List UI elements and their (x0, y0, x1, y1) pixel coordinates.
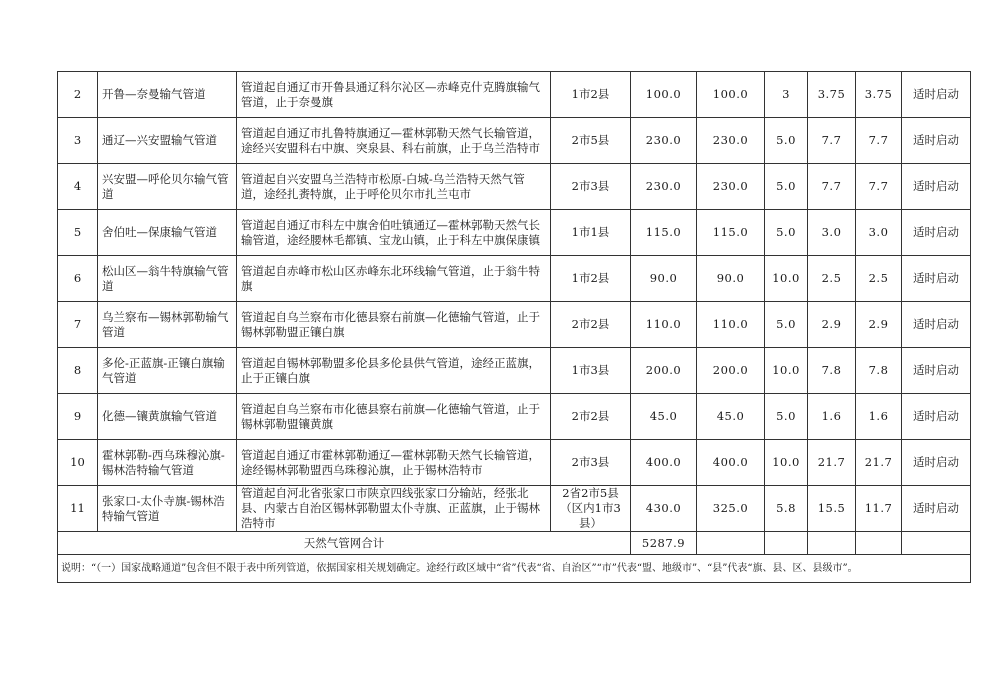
table-row (58, 118, 971, 164)
capacity-value-region: 2.9 (856, 302, 902, 348)
pipeline-route: 管道起自乌兰察布市化德县察右前旗—化德输气管道，止于锡林郭勒盟镶黄旗 (237, 394, 551, 440)
status-text: 适时启动 (902, 394, 971, 440)
status-text: 适时启动 (902, 486, 971, 532)
table-row (58, 394, 971, 440)
row-number: 4 (58, 164, 98, 210)
length-total: 45.0 (631, 394, 697, 440)
capacity-value: 1.6 (808, 394, 856, 440)
table-row (58, 210, 971, 256)
pipeline-name: 兴安盟—呼伦贝尔输气管道 (98, 164, 237, 210)
capacity-value-region: 3.75 (856, 72, 902, 118)
capacity-value-region: 7.8 (856, 348, 902, 394)
capacity-value: 15.5 (808, 486, 856, 532)
pipeline-name: 舍伯吐—保康输气管道 (98, 210, 237, 256)
admin-scope: 1市2县 (551, 256, 631, 302)
length-in-region: 230.0 (697, 118, 765, 164)
design-pressure: 10.0 (765, 256, 808, 302)
table-row (58, 486, 971, 532)
status-text: 适时启动 (902, 302, 971, 348)
capacity-value-region: 11.7 (856, 486, 902, 532)
capacity-value-region: 1.6 (856, 394, 902, 440)
design-pressure: 5.0 (765, 210, 808, 256)
length-in-region: 45.0 (697, 394, 765, 440)
length-total: 115.0 (631, 210, 697, 256)
total-cell-empty (808, 532, 856, 555)
pipeline-name: 张家口-太仆寺旗-锡林浩特输气管道 (98, 486, 237, 532)
pipeline-name: 通辽—兴安盟输气管道 (98, 118, 237, 164)
status-text: 适时启动 (902, 72, 971, 118)
length-total: 430.0 (631, 486, 697, 532)
admin-scope: 2市5县 (551, 118, 631, 164)
row-number: 3 (58, 118, 98, 164)
length-in-region: 230.0 (697, 164, 765, 210)
capacity-value: 7.7 (808, 164, 856, 210)
length-in-region: 325.0 (697, 486, 765, 532)
pipeline-route: 管道起自通辽市科左中旗舍伯吐镇通辽—霍林郭勒天然气长输管道，途经腰林毛都镇、宝龙山镇，止于科左中旗保康镇 (237, 210, 551, 256)
pipeline-table (57, 71, 971, 583)
capacity-value: 3.75 (808, 72, 856, 118)
capacity-value: 2.9 (808, 302, 856, 348)
capacity-value: 7.8 (808, 348, 856, 394)
length-in-region: 115.0 (697, 210, 765, 256)
admin-scope: 2市3县 (551, 164, 631, 210)
row-number: 7 (58, 302, 98, 348)
length-in-region: 100.0 (697, 72, 765, 118)
table-body (58, 72, 971, 532)
admin-scope: 1市2县 (551, 72, 631, 118)
pipeline-route: 管道起自乌兰察布市化德县察右前旗—化德输气管道，止于锡林郭勒盟正镶白旗 (237, 302, 551, 348)
total-row (58, 532, 971, 555)
total-label: 天然气管网合计 (58, 532, 631, 555)
capacity-value: 2.5 (808, 256, 856, 302)
row-number: 5 (58, 210, 98, 256)
row-number: 6 (58, 256, 98, 302)
total-cell-empty (765, 532, 808, 555)
row-number: 9 (58, 394, 98, 440)
pipeline-route: 管道起自通辽市霍林郭勒通辽—霍林郭勒天然气长输管道，途经锡林郭勒盟西乌珠穆沁旗，止于锡林浩特市 (237, 440, 551, 486)
capacity-value-region: 3.0 (856, 210, 902, 256)
admin-scope: 2市3县 (551, 440, 631, 486)
table-row (58, 302, 971, 348)
admin-scope: 2省2市5县（区内1市3县） (551, 486, 631, 532)
row-number: 8 (58, 348, 98, 394)
design-pressure: 3 (765, 72, 808, 118)
design-pressure: 5.0 (765, 302, 808, 348)
pipeline-route: 管道起自赤峰市松山区赤峰东北环线输气管道，止于翁牛特旗 (237, 256, 551, 302)
capacity-value-region: 7.7 (856, 164, 902, 210)
capacity-value: 3.0 (808, 210, 856, 256)
pipeline-route: 管道起自河北省张家口市陕京四线张家口分输站，经张北县、内蒙古自治区锡林郭勒盟太仆寺旗、正蓝旗，止于锡林浩特市 (237, 486, 551, 532)
pipeline-route: 管道起自兴安盟乌兰浩特市松原-白城-乌兰浩特天然气管道，途经扎赉特旗，止于呼伦贝尔市扎兰屯市 (237, 164, 551, 210)
capacity-value-region: 2.5 (856, 256, 902, 302)
length-total: 110.0 (631, 302, 697, 348)
admin-scope: 2市2县 (551, 394, 631, 440)
capacity-value: 21.7 (808, 440, 856, 486)
length-in-region: 400.0 (697, 440, 765, 486)
length-total: 200.0 (631, 348, 697, 394)
length-total: 90.0 (631, 256, 697, 302)
status-text: 适时启动 (902, 118, 971, 164)
design-pressure: 5.0 (765, 164, 808, 210)
total-value: 5287.9 (631, 532, 697, 555)
design-pressure: 5.0 (765, 118, 808, 164)
capacity-value: 7.7 (808, 118, 856, 164)
capacity-value-region: 7.7 (856, 118, 902, 164)
length-in-region: 200.0 (697, 348, 765, 394)
length-in-region: 90.0 (697, 256, 765, 302)
pipeline-name: 乌兰察布—锡林郭勒输气管道 (98, 302, 237, 348)
length-total: 400.0 (631, 440, 697, 486)
pipeline-route: 管道起自通辽市扎鲁特旗通辽—霍林郭勒天然气长输管道，途经兴安盟科右中旗、突泉县、科右前旗，止于乌兰浩特市 (237, 118, 551, 164)
design-pressure: 10.0 (765, 440, 808, 486)
status-text: 适时启动 (902, 164, 971, 210)
table-row (58, 256, 971, 302)
pipeline-name: 开鲁—奈曼输气管道 (98, 72, 237, 118)
row-number: 11 (58, 486, 98, 532)
pipeline-name: 化德—镶黄旗输气管道 (98, 394, 237, 440)
length-total: 230.0 (631, 118, 697, 164)
table-note: 说明：“（一）国家战略通道”包含但不限于表中所列管道，依据国家相关规划确定。途经行政区域中“省”代表“省、自治区”“市”代表“盟、地级市”、“县”代表“旗、县、区、县级市”。 (58, 555, 971, 583)
pipeline-name: 松山区—翁牛特旗输气管道 (98, 256, 237, 302)
row-number: 10 (58, 440, 98, 486)
pipeline-route: 管道起自锡林郭勒盟多伦县多伦县供气管道，途经正蓝旗，止于正镶白旗 (237, 348, 551, 394)
note-row (58, 555, 971, 583)
design-pressure: 10.0 (765, 348, 808, 394)
design-pressure: 5.8 (765, 486, 808, 532)
total-cell-empty (902, 532, 971, 555)
length-in-region: 110.0 (697, 302, 765, 348)
table-row (58, 348, 971, 394)
table-row (58, 440, 971, 486)
total-cell-empty (856, 532, 902, 555)
length-total: 100.0 (631, 72, 697, 118)
pipeline-name: 多伦-正蓝旗-正镶白旗输气管道 (98, 348, 237, 394)
table-row (58, 164, 971, 210)
design-pressure: 5.0 (765, 394, 808, 440)
pipeline-name: 霍林郭勒-西乌珠穆沁旗-锡林浩特输气管道 (98, 440, 237, 486)
status-text: 适时启动 (902, 210, 971, 256)
pipeline-route: 管道起自通辽市开鲁县通辽科尔沁区—赤峰克什克腾旗输气管道，止于奈曼旗 (237, 72, 551, 118)
table-row (58, 72, 971, 118)
total-cell-empty (697, 532, 765, 555)
status-text: 适时启动 (902, 348, 971, 394)
status-text: 适时启动 (902, 440, 971, 486)
admin-scope: 1市3县 (551, 348, 631, 394)
admin-scope: 1市1县 (551, 210, 631, 256)
length-total: 230.0 (631, 164, 697, 210)
row-number: 2 (58, 72, 98, 118)
capacity-value-region: 21.7 (856, 440, 902, 486)
admin-scope: 2市2县 (551, 302, 631, 348)
status-text: 适时启动 (902, 256, 971, 302)
